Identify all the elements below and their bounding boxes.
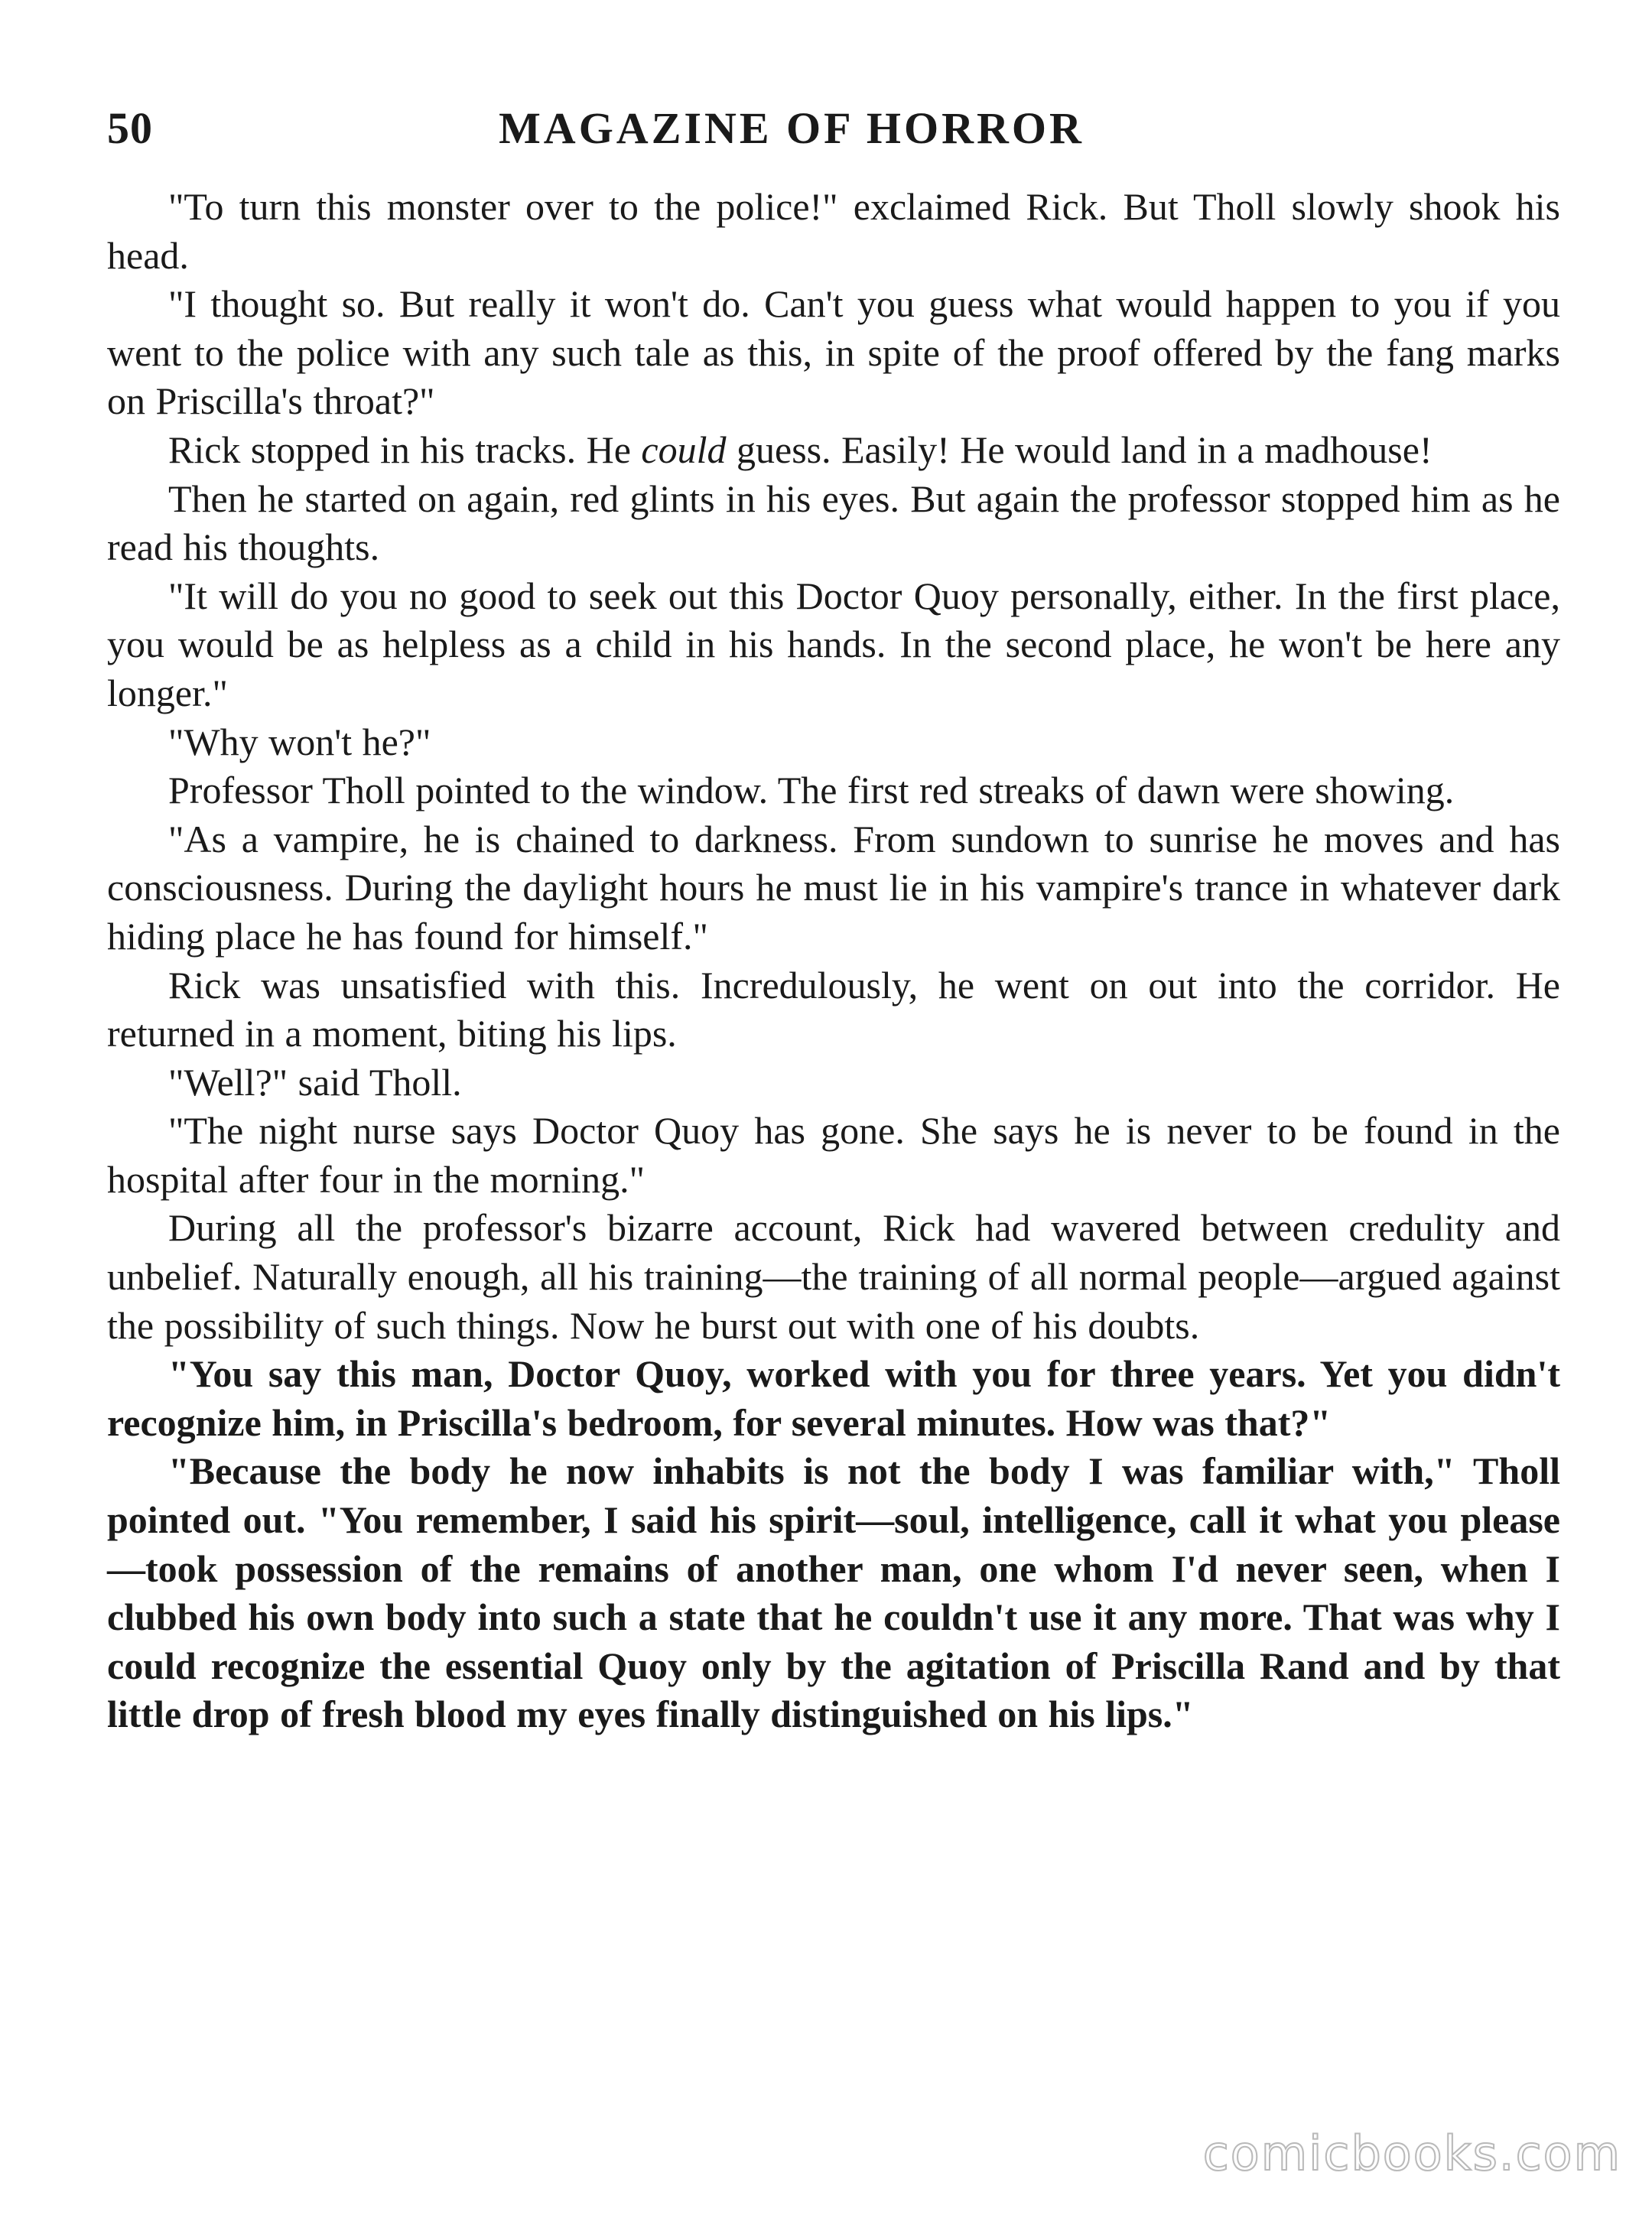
paragraph-3-tail: guess. Easily! He would land in a madhouse! (726, 428, 1432, 471)
paragraph-10: "Well?" said Tholl. (168, 1060, 462, 1104)
running-head-title: MAGAZINE OF HORROR (499, 103, 1085, 153)
paragraph-5: "It will do you no good to seek out this Doctor Quoy personally, either. In the first place, you would be as helpless as a child in his hands. In the second place, he won't be here any longer." (107, 574, 1560, 714)
magazine-page (107, 99, 1560, 2149)
paragraph-9: Rick was unsatisfied with this. Incredulously, he went on out into the corridor. He returned in a moment, biting his lips. (107, 963, 1560, 1055)
paragraph-13: "You say this man, Doctor Quoy, worked with you for three years. Yet you didn't recognize him, in Priscilla's bedroom, for several minutes. How was that?" (107, 1352, 1560, 1444)
paragraph-7: Professor Tholl pointed to the window. The first red streaks of dawn were showing. (168, 769, 1455, 812)
page-number: 50 (107, 103, 153, 153)
paragraph-6: "Why won't he?" (168, 720, 431, 763)
paragraph-2: "I thought so. But really it won't do. Can't you guess what would happen to you if you went to the police with any such tale as this, in spite of the proof offered by the fang marks on Priscilla's throat?" (107, 282, 1560, 423)
story-body (107, 183, 1560, 1739)
paragraph-3 (107, 426, 1560, 475)
paragraph-11: "The night nurse says Doctor Quoy has gone. She says he is never to be found in the hospital after four in the morning." (107, 1109, 1560, 1201)
paragraph-14: "Because the body he now inhabits is not the body I was familiar with," Tholl pointed out. "You remember, I said his spirit—soul, intelligence, call it what you please—took possession of the remains of another man, one whom I'd never seen, when I clubbed his own body into such a state that he couldn't use it any more. That was why I could recognize the essential Quoy only by the agitation of Priscilla Rand and by that little drop of fresh blood my eyes finally distinguished on his lips." (107, 1449, 1560, 1736)
emphasized-word: could (641, 428, 727, 471)
paragraph-3-lead: Rick stopped in his tracks. He (168, 428, 642, 471)
paragraph-4: Then he started on again, red glints in his eyes. But again the professor stopped him as he read his thoughts. (107, 476, 1560, 569)
paragraph-8: "As a vampire, he is chained to darkness. From sundown to sunrise he moves and has consciousness. During the daylight hours he must lie in his vampire's trance in whatever dark hiding place he has found for himself." (107, 817, 1560, 958)
site-watermark: comicbooks.com (1202, 2125, 1621, 2181)
page-header (107, 99, 1560, 172)
paragraph-12: During all the professor's bizarre account, Rick had wavered between credulity and unbelief. Naturally enough, all his training—the training of all normal people—argued against the possibility of such things. Now he burst out with one of his doubts. (107, 1206, 1560, 1347)
paragraph-1: "To turn this monster over to the police!" exclaimed Rick. But Tholl slowly shook his head. (107, 185, 1560, 277)
